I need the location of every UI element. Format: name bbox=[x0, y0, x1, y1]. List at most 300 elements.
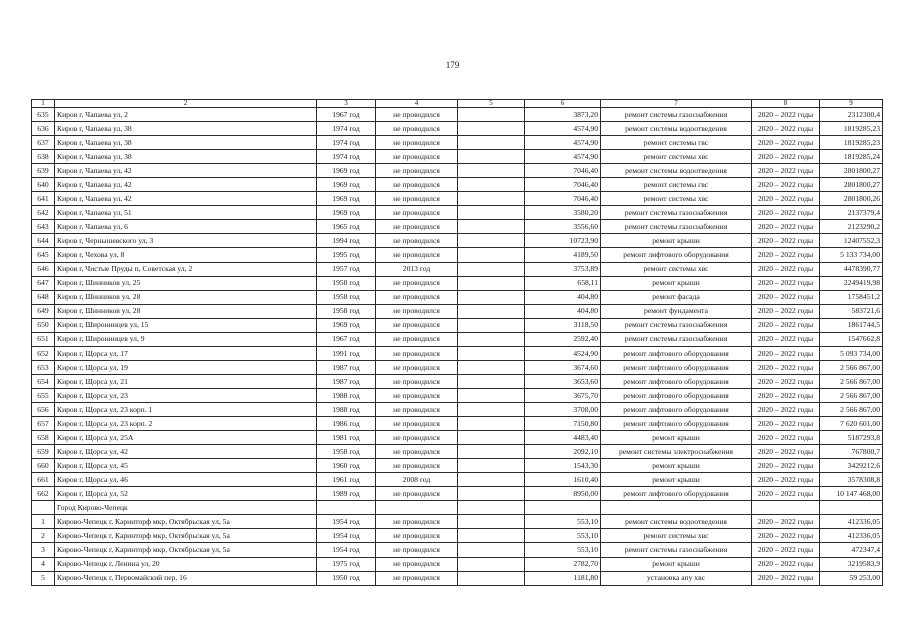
cell-work-type: ремонт системы водоотведения bbox=[601, 122, 752, 136]
cell-area: 553,10 bbox=[525, 515, 601, 529]
cell-empty bbox=[317, 501, 376, 515]
cell-address: Киров г, Щорса ул, 42 bbox=[55, 445, 317, 459]
table-row bbox=[32, 290, 883, 304]
cell-area: 7150,80 bbox=[525, 417, 601, 431]
cell-work-type: ремонт системы хвс bbox=[601, 150, 752, 164]
cell-address: Киров г, Чистые Пруды п, Советская ул, 2 bbox=[55, 262, 317, 276]
cell-address: Киров г, Щорса ул, 46 bbox=[55, 473, 317, 487]
cell-build-year: 1960 год bbox=[317, 459, 376, 473]
cell-row-number: 661 bbox=[32, 473, 55, 487]
cell-period: 2020 – 2022 годы bbox=[752, 332, 820, 346]
cell-col5 bbox=[458, 529, 525, 543]
cell-row-number: 650 bbox=[32, 318, 55, 332]
cell-area: 658,11 bbox=[525, 276, 601, 290]
cell-empty bbox=[601, 501, 752, 515]
cell-col5 bbox=[458, 346, 525, 360]
cell-build-year: 1957 год bbox=[317, 262, 376, 276]
cell-address: Киров г, Щорса ул, 45 bbox=[55, 459, 317, 473]
cell-last-repair: не проводился bbox=[376, 360, 458, 374]
cell-work-type: ремонт лифтового оборудования bbox=[601, 346, 752, 360]
cell-period: 2020 – 2022 годы bbox=[752, 276, 820, 290]
cell-address: Киров г, Шинников ул, 28 bbox=[55, 290, 317, 304]
cell-area: 4483,40 bbox=[525, 431, 601, 445]
cell-col5 bbox=[458, 234, 525, 248]
cell-area: 4574,90 bbox=[525, 150, 601, 164]
cell-address: Киров г, Щорса ул, 52 bbox=[55, 487, 317, 501]
cell-last-repair: не проводился bbox=[376, 529, 458, 543]
cell-build-year: 1988 год bbox=[317, 388, 376, 402]
page-number: 179 bbox=[445, 60, 460, 70]
table-row bbox=[32, 402, 883, 416]
cell-last-repair: не проводился bbox=[376, 150, 458, 164]
cell-period: 2020 – 2022 годы bbox=[752, 206, 820, 220]
cell-address: Киров г, Чехова ул, 8 bbox=[55, 248, 317, 262]
cell-col5 bbox=[458, 571, 525, 585]
cell-last-repair: 2013 год bbox=[376, 262, 458, 276]
cell-work-type: ремонт лифтового оборудования bbox=[601, 360, 752, 374]
cell-last-repair: не проводился bbox=[376, 164, 458, 178]
cell-row-number: 637 bbox=[32, 136, 55, 150]
cell-build-year: 1969 год bbox=[317, 318, 376, 332]
table-row bbox=[32, 164, 883, 178]
cell-address: Киров г, Чапаева ул, 42 bbox=[55, 178, 317, 192]
cell-area: 1181,80 bbox=[525, 571, 601, 585]
cell-work-type: ремонт системы газоснабжения bbox=[601, 332, 752, 346]
cell-area: 553,10 bbox=[525, 529, 601, 543]
cell-period: 2020 – 2022 годы bbox=[752, 318, 820, 332]
cell-row-number: 3 bbox=[32, 543, 55, 557]
table-row bbox=[32, 192, 883, 206]
cell-period: 2020 – 2022 годы bbox=[752, 529, 820, 543]
cell-last-repair: не проводился bbox=[376, 234, 458, 248]
cell-last-repair: 4 bbox=[376, 100, 458, 108]
cell-empty bbox=[820, 501, 883, 515]
cell-area: 6 bbox=[525, 100, 601, 108]
cell-cost: 2249419,98 bbox=[820, 276, 883, 290]
cell-col5 bbox=[458, 417, 525, 431]
cell-area: 2592,40 bbox=[525, 332, 601, 346]
cell-area: 1610,40 bbox=[525, 473, 601, 487]
cell-build-year: 1974 год bbox=[317, 122, 376, 136]
cell-address: Киров г, Шинников ул, 28 bbox=[55, 304, 317, 318]
cell-col5 bbox=[458, 543, 525, 557]
cell-col5 bbox=[458, 557, 525, 571]
table-body bbox=[32, 100, 883, 586]
cell-col5 bbox=[458, 402, 525, 416]
cell-last-repair: не проводился bbox=[376, 290, 458, 304]
cell-cost: 5 133 734,00 bbox=[820, 248, 883, 262]
cell-row-number: 639 bbox=[32, 164, 55, 178]
cell-cost: 2 566 867,00 bbox=[820, 360, 883, 374]
cell-row-number: 5 bbox=[32, 571, 55, 585]
cell-row-number: 642 bbox=[32, 206, 55, 220]
cell-period: 2020 – 2022 годы bbox=[752, 136, 820, 150]
cell-area: 7046,40 bbox=[525, 178, 601, 192]
cell-cost: 9 bbox=[820, 100, 883, 108]
cell-row-number: 662 bbox=[32, 487, 55, 501]
cell-area: 1543,30 bbox=[525, 459, 601, 473]
cell-period: 2020 – 2022 годы bbox=[752, 164, 820, 178]
cell-work-type: ремонт лифтового оборудования bbox=[601, 248, 752, 262]
cell-area: 3675,70 bbox=[525, 388, 601, 402]
cell-area: 2092,10 bbox=[525, 445, 601, 459]
cell-address: Киров г, Щорса ул, 19 bbox=[55, 360, 317, 374]
cell-row-number: 640 bbox=[32, 178, 55, 192]
cell-col5: 5 bbox=[458, 100, 525, 108]
cell-build-year: 1986 год bbox=[317, 417, 376, 431]
cell-last-repair: не проводился bbox=[376, 445, 458, 459]
cell-build-year: 1958 год bbox=[317, 290, 376, 304]
column-number-row bbox=[32, 100, 883, 108]
table-row bbox=[32, 136, 883, 150]
cell-col5 bbox=[458, 360, 525, 374]
cell-work-type: ремонт лифтового оборудования bbox=[601, 417, 752, 431]
cell-cost: 2 566 867,00 bbox=[820, 374, 883, 388]
table-row bbox=[32, 557, 883, 571]
cell-period: 2020 – 2022 годы bbox=[752, 473, 820, 487]
cell-period: 2020 – 2022 годы bbox=[752, 431, 820, 445]
cell-address: Киров г, Чапаева ул, 38 bbox=[55, 150, 317, 164]
cell-col5 bbox=[458, 108, 525, 122]
cell-area: 8950,00 bbox=[525, 487, 601, 501]
cell-build-year: 1974 год bbox=[317, 136, 376, 150]
cell-cost: 1819285,24 bbox=[820, 150, 883, 164]
cell-work-type: ремонт системы хвс bbox=[601, 262, 752, 276]
cell-last-repair: не проводился bbox=[376, 248, 458, 262]
cell-row-number: 652 bbox=[32, 346, 55, 360]
cell-work-type: ремонт крыши bbox=[601, 459, 752, 473]
table-row bbox=[32, 220, 883, 234]
cell-row-number: 1 bbox=[32, 515, 55, 529]
cell-build-year: 1987 год bbox=[317, 360, 376, 374]
cell-col5 bbox=[458, 220, 525, 234]
cell-last-repair: не проводился bbox=[376, 543, 458, 557]
cell-cost: 472347,4 bbox=[820, 543, 883, 557]
table-row bbox=[32, 318, 883, 332]
cell-last-repair: не проводился bbox=[376, 374, 458, 388]
cell-cost: 2801800,26 bbox=[820, 192, 883, 206]
cell-col5 bbox=[458, 262, 525, 276]
cell-period: 2020 – 2022 годы bbox=[752, 515, 820, 529]
cell-period: 2020 – 2022 годы bbox=[752, 150, 820, 164]
cell-work-type: ремонт крыши bbox=[601, 557, 752, 571]
section-title: Город Кирово-Чепецк bbox=[55, 501, 317, 515]
cell-last-repair: не проводился bbox=[376, 192, 458, 206]
cell-empty bbox=[458, 501, 525, 515]
cell-cost: 767800,7 bbox=[820, 445, 883, 459]
cell-period: 2020 – 2022 годы bbox=[752, 360, 820, 374]
cell-area: 3556,60 bbox=[525, 220, 601, 234]
cell-last-repair: не проводился bbox=[376, 515, 458, 529]
cell-empty bbox=[376, 501, 458, 515]
table-row bbox=[32, 122, 883, 136]
cell-col5 bbox=[458, 178, 525, 192]
table-row bbox=[32, 150, 883, 164]
cell-area: 3118,50 bbox=[525, 318, 601, 332]
cell-address: Киров г, Чапаева ул, 38 bbox=[55, 136, 317, 150]
cell-address: Киров г, Широнинцев ул, 15 bbox=[55, 318, 317, 332]
cell-col5 bbox=[458, 304, 525, 318]
cell-last-repair: не проводился bbox=[376, 402, 458, 416]
table-row bbox=[32, 206, 883, 220]
cell-cost: 412336,05 bbox=[820, 515, 883, 529]
cell-address: Киров г, Щорса ул, 23 корп. 2 bbox=[55, 417, 317, 431]
cell-work-type: ремонт фасада bbox=[601, 290, 752, 304]
cell-area: 4574,90 bbox=[525, 136, 601, 150]
cell-area: 7046,40 bbox=[525, 192, 601, 206]
cell-period: 2020 – 2022 годы bbox=[752, 459, 820, 473]
cell-build-year: 1994 год bbox=[317, 234, 376, 248]
cell-period: 2020 – 2022 годы bbox=[752, 290, 820, 304]
cell-period: 2020 – 2022 годы bbox=[752, 248, 820, 262]
cell-period: 2020 – 2022 годы bbox=[752, 108, 820, 122]
cell-col5 bbox=[458, 487, 525, 501]
table-row bbox=[32, 417, 883, 431]
cell-col5 bbox=[458, 431, 525, 445]
cell-work-type: ремонт системы гвс bbox=[601, 136, 752, 150]
table-row bbox=[32, 388, 883, 402]
cell-cost: 412336,05 bbox=[820, 529, 883, 543]
cell-last-repair: не проводился bbox=[376, 206, 458, 220]
cell-build-year: 1969 год bbox=[317, 164, 376, 178]
cell-build-year: 1969 год bbox=[317, 192, 376, 206]
cell-area: 2782,70 bbox=[525, 557, 601, 571]
cell-row-number: 651 bbox=[32, 332, 55, 346]
cell-col5 bbox=[458, 515, 525, 529]
cell-empty bbox=[752, 501, 820, 515]
cell-row-number: 653 bbox=[32, 360, 55, 374]
cell-last-repair: не проводился bbox=[376, 276, 458, 290]
cell-address: Киров г, Щорса ул, 25А bbox=[55, 431, 317, 445]
cell-cost: 2123290,2 bbox=[820, 220, 883, 234]
cell-work-type: ремонт системы газоснабжения bbox=[601, 108, 752, 122]
cell-last-repair: не проводился bbox=[376, 557, 458, 571]
cell-build-year: 1995 год bbox=[317, 248, 376, 262]
cell-build-year: 1981 год bbox=[317, 431, 376, 445]
cell-row-number: 635 bbox=[32, 108, 55, 122]
cell-col5 bbox=[458, 445, 525, 459]
cell-cost: 4478390,77 bbox=[820, 262, 883, 276]
table-row bbox=[32, 360, 883, 374]
cell-area: 4189,50 bbox=[525, 248, 601, 262]
cell-address: Киров г, Щорса ул, 17 bbox=[55, 346, 317, 360]
cell-col5 bbox=[458, 318, 525, 332]
cell-work-type: ремонт системы газоснабжения bbox=[601, 206, 752, 220]
table-row bbox=[32, 304, 883, 318]
cell-address: Кирово-Чепецк г, Каринторф мкр, Октябрьская ул, 5а bbox=[55, 543, 317, 557]
cell-last-repair: не проводился bbox=[376, 220, 458, 234]
cell-period: 2020 – 2022 годы bbox=[752, 402, 820, 416]
cell-address: Киров г, Чернышевского ул, 3 bbox=[55, 234, 317, 248]
cell-col5 bbox=[458, 248, 525, 262]
cell-work-type: ремонт лифтового оборудования bbox=[601, 402, 752, 416]
cell-work-type: ремонт системы водоотведения bbox=[601, 164, 752, 178]
cell-cost: 1819285,23 bbox=[820, 136, 883, 150]
table-row bbox=[32, 571, 883, 585]
cell-cost: 1547662,8 bbox=[820, 332, 883, 346]
cell-row-number: 1 bbox=[32, 100, 55, 108]
cell-build-year: 1989 год bbox=[317, 487, 376, 501]
capital-repair-table bbox=[31, 99, 883, 586]
table-row bbox=[32, 487, 883, 501]
cell-col5 bbox=[458, 122, 525, 136]
cell-build-year: 1967 год bbox=[317, 332, 376, 346]
cell-last-repair: не проводился bbox=[376, 388, 458, 402]
table-row bbox=[32, 431, 883, 445]
cell-col5 bbox=[458, 374, 525, 388]
cell-last-repair: не проводился bbox=[376, 487, 458, 501]
cell-col5 bbox=[458, 206, 525, 220]
cell-area: 3753,89 bbox=[525, 262, 601, 276]
cell-period: 2020 – 2022 годы bbox=[752, 417, 820, 431]
cell-empty bbox=[525, 501, 601, 515]
table-row bbox=[32, 459, 883, 473]
cell-row-number: 655 bbox=[32, 388, 55, 402]
cell-row-number: 636 bbox=[32, 122, 55, 136]
cell-build-year: 1954 год bbox=[317, 529, 376, 543]
cell-period: 2020 – 2022 годы bbox=[752, 220, 820, 234]
cell-cost: 7 620 601,00 bbox=[820, 417, 883, 431]
cell-address: Киров г, Щорса ул, 23 bbox=[55, 388, 317, 402]
table-row bbox=[32, 543, 883, 557]
cell-cost: 2312300,4 bbox=[820, 108, 883, 122]
cell-col5 bbox=[458, 473, 525, 487]
cell-col5 bbox=[458, 192, 525, 206]
cell-last-repair: не проводился bbox=[376, 304, 458, 318]
cell-build-year: 3 bbox=[317, 100, 376, 108]
cell-work-type: ремонт системы газоснабжения bbox=[601, 220, 752, 234]
cell-last-repair: не проводился bbox=[376, 136, 458, 150]
cell-address: Кирово-Чепецк г, Каринторф мкр, Октябрьская ул, 5а bbox=[55, 529, 317, 543]
cell-build-year: 1975 год bbox=[317, 557, 376, 571]
cell-empty bbox=[32, 501, 55, 515]
cell-last-repair: не проводился bbox=[376, 108, 458, 122]
cell-address: Киров г, Шинников ул, 25 bbox=[55, 276, 317, 290]
cell-work-type: ремонт системы хвс bbox=[601, 529, 752, 543]
cell-col5 bbox=[458, 388, 525, 402]
cell-cost: 2801800,27 bbox=[820, 164, 883, 178]
cell-cost: 2137379,4 bbox=[820, 206, 883, 220]
cell-work-type: ремонт системы водоотведения bbox=[601, 515, 752, 529]
cell-row-number: 648 bbox=[32, 290, 55, 304]
cell-row-number: 645 bbox=[32, 248, 55, 262]
section-row bbox=[32, 501, 883, 515]
cell-period: 2020 – 2022 годы bbox=[752, 487, 820, 501]
cell-work-type: ремонт крыши bbox=[601, 276, 752, 290]
cell-build-year: 1987 год bbox=[317, 374, 376, 388]
cell-build-year: 1958 год bbox=[317, 445, 376, 459]
cell-col5 bbox=[458, 459, 525, 473]
cell-build-year: 1961 год bbox=[317, 473, 376, 487]
cell-area: 3653,60 bbox=[525, 374, 601, 388]
table-row bbox=[32, 332, 883, 346]
cell-work-type: ремонт системы электроснабжения bbox=[601, 445, 752, 459]
cell-area: 553,10 bbox=[525, 543, 601, 557]
table-row bbox=[32, 108, 883, 122]
cell-work-type: ремонт фундамента bbox=[601, 304, 752, 318]
cell-last-repair: 2008 год bbox=[376, 473, 458, 487]
cell-work-type: ремонт лифтового оборудования bbox=[601, 487, 752, 501]
cell-period: 2020 – 2022 годы bbox=[752, 304, 820, 318]
cell-build-year: 1991 год bbox=[317, 346, 376, 360]
cell-period: 2020 – 2022 годы bbox=[752, 374, 820, 388]
cell-last-repair: не проводился bbox=[376, 332, 458, 346]
cell-cost: 3219583,9 bbox=[820, 557, 883, 571]
cell-work-type: ремонт системы газоснабжения bbox=[601, 543, 752, 557]
cell-last-repair: не проводился bbox=[376, 318, 458, 332]
cell-build-year: 1974 год bbox=[317, 150, 376, 164]
cell-period: 2020 – 2022 годы bbox=[752, 571, 820, 585]
cell-cost: 1861744,5 bbox=[820, 318, 883, 332]
cell-address: 2 bbox=[55, 100, 317, 108]
cell-row-number: 644 bbox=[32, 234, 55, 248]
cell-work-type: установка апу хвс bbox=[601, 571, 752, 585]
cell-row-number: 654 bbox=[32, 374, 55, 388]
table-row bbox=[32, 346, 883, 360]
cell-period: 2020 – 2022 годы bbox=[752, 388, 820, 402]
cell-cost: 583721,6 bbox=[820, 304, 883, 318]
table-row bbox=[32, 248, 883, 262]
cell-work-type: ремонт крыши bbox=[601, 234, 752, 248]
table-row bbox=[32, 374, 883, 388]
cell-last-repair: не проводился bbox=[376, 431, 458, 445]
cell-col5 bbox=[458, 136, 525, 150]
cell-period: 2020 – 2022 годы bbox=[752, 192, 820, 206]
cell-area: 7046,40 bbox=[525, 164, 601, 178]
cell-cost: 5187293,8 bbox=[820, 431, 883, 445]
cell-build-year: 1950 год bbox=[317, 571, 376, 585]
cell-period: 2020 – 2022 годы bbox=[752, 557, 820, 571]
cell-address: Киров г, Чапаева ул, 51 bbox=[55, 206, 317, 220]
cell-area: 3674,60 bbox=[525, 360, 601, 374]
cell-area: 3580,20 bbox=[525, 206, 601, 220]
cell-work-type: ремонт системы хвс bbox=[601, 192, 752, 206]
cell-area: 404,80 bbox=[525, 304, 601, 318]
cell-cost: 2801800,27 bbox=[820, 178, 883, 192]
cell-period: 2020 – 2022 годы bbox=[752, 122, 820, 136]
cell-address: Кирово-Чепецк г, Ленина ул, 20 bbox=[55, 557, 317, 571]
cell-cost: 10 147 468,00 bbox=[820, 487, 883, 501]
cell-work-type: ремонт системы газоснабжения bbox=[601, 318, 752, 332]
cell-row-number: 647 bbox=[32, 276, 55, 290]
cell-cost: 1758451,2 bbox=[820, 290, 883, 304]
table-row bbox=[32, 234, 883, 248]
cell-last-repair: не проводился bbox=[376, 417, 458, 431]
cell-address: Киров г, Чапаева ул, 2 bbox=[55, 108, 317, 122]
cell-cost: 5 093 734,00 bbox=[820, 346, 883, 360]
cell-col5 bbox=[458, 150, 525, 164]
table-row bbox=[32, 445, 883, 459]
cell-cost: 2 566 867,00 bbox=[820, 402, 883, 416]
cell-build-year: 1954 год bbox=[317, 515, 376, 529]
cell-area: 3873,20 bbox=[525, 108, 601, 122]
cell-build-year: 1969 год bbox=[317, 206, 376, 220]
cell-work-type: ремонт лифтового оборудования bbox=[601, 388, 752, 402]
table-row bbox=[32, 515, 883, 529]
cell-address: Киров г, Чапаева ул, 6 bbox=[55, 220, 317, 234]
cell-cost: 2 566 867,00 bbox=[820, 388, 883, 402]
cell-address: Киров г, Широнинцев ул, 9 bbox=[55, 332, 317, 346]
cell-row-number: 657 bbox=[32, 417, 55, 431]
cell-area: 4574,90 bbox=[525, 122, 601, 136]
cell-row-number: 4 bbox=[32, 557, 55, 571]
cell-row-number: 2 bbox=[32, 529, 55, 543]
cell-row-number: 660 bbox=[32, 459, 55, 473]
cell-build-year: 1967 год bbox=[317, 108, 376, 122]
cell-cost: 3429212,6 bbox=[820, 459, 883, 473]
cell-address: Киров г, Чапаева ул, 42 bbox=[55, 192, 317, 206]
cell-period: 2020 – 2022 годы bbox=[752, 234, 820, 248]
